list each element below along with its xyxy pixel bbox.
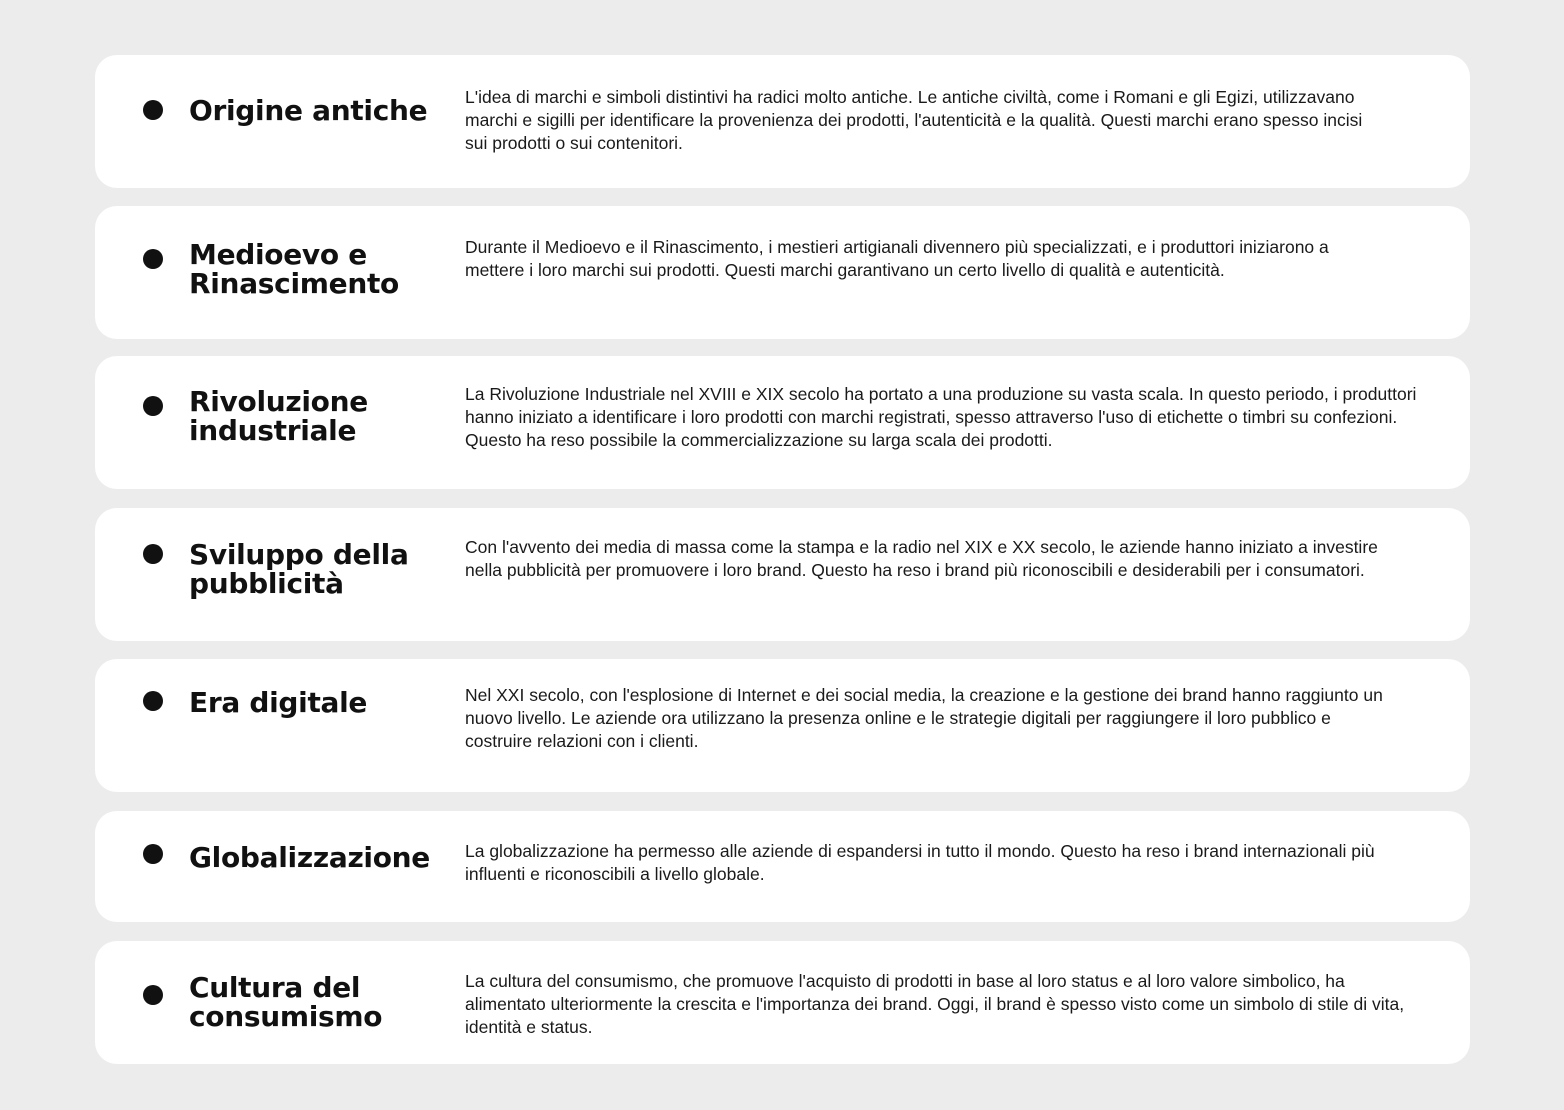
card-medioevo-rinascimento xyxy=(95,206,1470,339)
card-description: L'idea di marchi e simboli distintivi ha radici molto antiche. Le antiche civiltà, come i Romani e gli Egizi, utilizzavano marchi e sigilli per identificare la provenienza dei prodotti, l'autenticità e la qualità. Questi marchi erano spesso incisi sui prodotti o sui contenitori. xyxy=(465,87,1363,153)
bullet-icon xyxy=(143,844,163,864)
card-description: La Rivoluzione Industriale nel XVIII e XIX secolo ha portato a una produzione su vasta scala. In questo periodo, i produttori hanno iniziato a identificare i loro prodotti con marchi registrati, spesso attraverso l'uso di etichette o timbri su confezioni. Questo ha reso possibile la commercializzazione su larga scala dei prodotti. xyxy=(465,384,1417,450)
bullet-icon xyxy=(143,249,163,269)
card-title: Era digitale xyxy=(189,686,368,719)
card-era-digitale xyxy=(95,659,1470,792)
card-description: Durante il Medioevo e il Rinascimento, i mestieri artigianali divennero più specializzati, e i produttori iniziarono a mettere i loro marchi sui prodotti. Questi marchi garantivano un certo livello di qualità e autenticità. xyxy=(465,237,1329,280)
card-globalizzazione xyxy=(95,811,1470,922)
card-cultura-consumismo xyxy=(95,941,1470,1064)
card-title: Medioevo e Rinascimento xyxy=(189,238,399,300)
card-title: Origine antiche xyxy=(189,94,428,127)
card-description: Nel XXI secolo, con l'esplosione di Internet e dei social media, la creazione e la gestione dei brand hanno raggiunto un nuovo livello. Le aziende ora utilizzano la presenza online e le strategie digitali per raggiungere il loro pubblico e costruire relazioni con i clienti. xyxy=(465,685,1383,751)
bullet-icon xyxy=(143,100,163,120)
card-title: Globalizzazione xyxy=(189,841,430,874)
bullet-icon xyxy=(143,544,163,564)
card-title: Rivoluzione industriale xyxy=(189,385,368,447)
bullet-icon xyxy=(143,396,163,416)
card-description: Con l'avvento dei media di massa come la stampa e la radio nel XIX e XX secolo, le aziende hanno iniziato a investire nella pubblicità per promuovere i loro brand. Questo ha reso i brand più riconoscibili e desiderabili per i consumatori. xyxy=(465,537,1378,580)
card-description: La globalizzazione ha permesso alle aziende di espandersi in tutto il mondo. Questo ha reso i brand internazionali più influenti e riconoscibili a livello globale. xyxy=(465,841,1375,884)
bullet-icon xyxy=(143,985,163,1005)
card-rivoluzione-industriale xyxy=(95,356,1470,489)
card-title: Cultura del consumismo xyxy=(189,971,383,1033)
card-description: La cultura del consumismo, che promuove l'acquisto di prodotti in base al loro status e al loro valore simbolico, ha alimentato ulteriormente la crescita e l'importanza dei brand. Oggi, il brand è spesso visto come un simbolo di stile di vita, identità e status. xyxy=(465,971,1405,1037)
card-sviluppo-pubblicita xyxy=(95,508,1470,641)
bullet-icon xyxy=(143,691,163,711)
card-title: Sviluppo della pubblicità xyxy=(189,538,409,600)
card-origine-antiche xyxy=(95,55,1470,188)
